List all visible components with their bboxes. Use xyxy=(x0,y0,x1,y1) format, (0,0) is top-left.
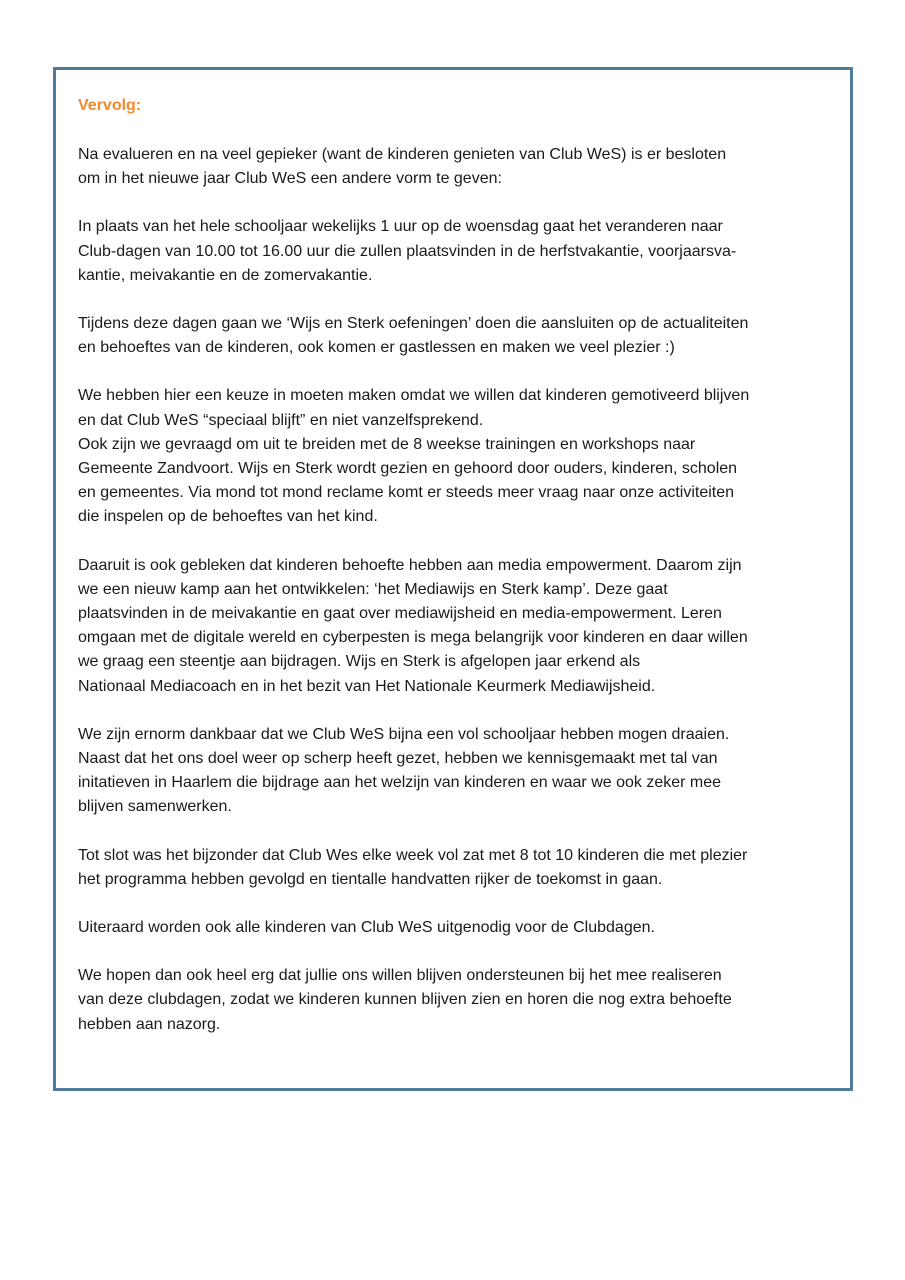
text-line: In plaats van het hele schooljaar wekelijks 1 uur op de woensdag gaat het veranderen naar xyxy=(78,218,723,236)
text-line: en dat Club WeS “speciaal blijft” en niet vanzelfsprekend. xyxy=(78,411,484,429)
text-line: We hopen dan ook heel erg dat jullie ons willen blijven ondersteunen bij het mee realiseren xyxy=(78,967,722,985)
text-line: Gemeente Zandvoort. Wijs en Sterk wordt gezien en gehoord door ouders, kinderen, scholen xyxy=(78,460,738,478)
paragraph-1 xyxy=(78,143,850,191)
paragraph-3 xyxy=(78,312,850,360)
text-line: Daaruit is ook gebleken dat kinderen behoefte hebben aan media empowerment. Daarom zijn xyxy=(78,556,742,574)
text-line: Nationaal Mediacoach en in het bezit van Het Nationale Keurmerk Mediawijsheid. xyxy=(78,677,656,695)
text-line: Naast dat het ons doel weer op scherp heeft gezet, hebben we kennisgemaakt met tal van xyxy=(78,750,718,768)
text-line: Club-dagen van 10.00 tot 16.00 uur die zullen plaatsvinden in de herfstvakantie, voorjaarsva- xyxy=(78,242,737,260)
text-line: we graag een steentje aan bijdragen. Wijs en Sterk is afgelopen jaar erkend als xyxy=(78,653,641,671)
paragraph-7 xyxy=(78,844,850,892)
text-line: het programma hebben gevolgd en tientalle handvatten rijker de toekomst in gaan. xyxy=(78,870,663,888)
paragraph-8 xyxy=(78,916,850,940)
text-line: hebben aan nazorg. xyxy=(78,1015,221,1033)
text-line: en gemeentes. Via mond tot mond reclame komt er steeds meer vraag naar onze activiteiten xyxy=(78,484,735,502)
text-line: van deze clubdagen, zodat we kinderen kunnen blijven zien en horen die nog extra behoefte xyxy=(78,991,732,1009)
text-line: blijven samenwerken. xyxy=(78,798,232,816)
text-line: We hebben hier een keuze in moeten maken omdat we willen dat kinderen gemotiveerd blijven xyxy=(78,387,750,405)
document-body xyxy=(78,94,850,1061)
text-line: initatieven in Haarlem die bijdrage aan het welzijn van kinderen en waar we ook zeker mee xyxy=(78,774,722,792)
text-line: Uiteraard worden ook alle kinderen van Club WeS uitgenodig voor de Clubdagen. xyxy=(78,919,655,937)
paragraph-9 xyxy=(78,964,850,1037)
text-line: Tot slot was het bijzonder dat Club Wes elke week vol zat met 8 tot 10 kinderen die met plezier xyxy=(78,846,748,864)
text-line: Ook zijn we gevraagd om uit te breiden met de 8 weekse trainingen en workshops naar xyxy=(78,435,696,453)
text-line: en behoeftes van de kinderen, ook komen er gastlessen en maken we veel plezier :) xyxy=(78,339,675,357)
text-line: we een nieuw kamp aan het ontwikkelen: ‘het Mediawijs en Sterk kamp’. Deze gaat xyxy=(78,580,668,598)
text-line: kantie, meivakantie en de zomervakantie. xyxy=(78,266,373,284)
text-line: die inspelen op de behoeftes van het kind. xyxy=(78,508,378,526)
paragraph-6 xyxy=(78,723,850,820)
text-line: plaatsvinden in de meivakantie en gaat over mediawijsheid en media-empowerment. Leren xyxy=(78,605,722,623)
text-line: om in het nieuwe jaar Club WeS een andere vorm te geven: xyxy=(78,170,502,188)
text-line: omgaan met de digitale wereld en cyberpesten is mega belangrijk voor kinderen en daar willen xyxy=(78,629,748,647)
section-heading: Vervolg: xyxy=(78,97,142,114)
paragraph-4 xyxy=(78,384,850,529)
paragraph-2 xyxy=(78,215,850,288)
paragraph-5 xyxy=(78,554,850,699)
text-line: We zijn ernorm dankbaar dat we Club WeS bijna een vol schooljaar hebben mogen draaien. xyxy=(78,725,730,743)
text-line: Na evalueren en na veel gepieker (want de kinderen genieten van Club WeS) is er besloten xyxy=(78,146,727,163)
text-line: Tijdens deze dagen gaan we ‘Wijs en Sterk oefeningen’ doen die aansluiten op de actualiteiten xyxy=(78,315,749,333)
